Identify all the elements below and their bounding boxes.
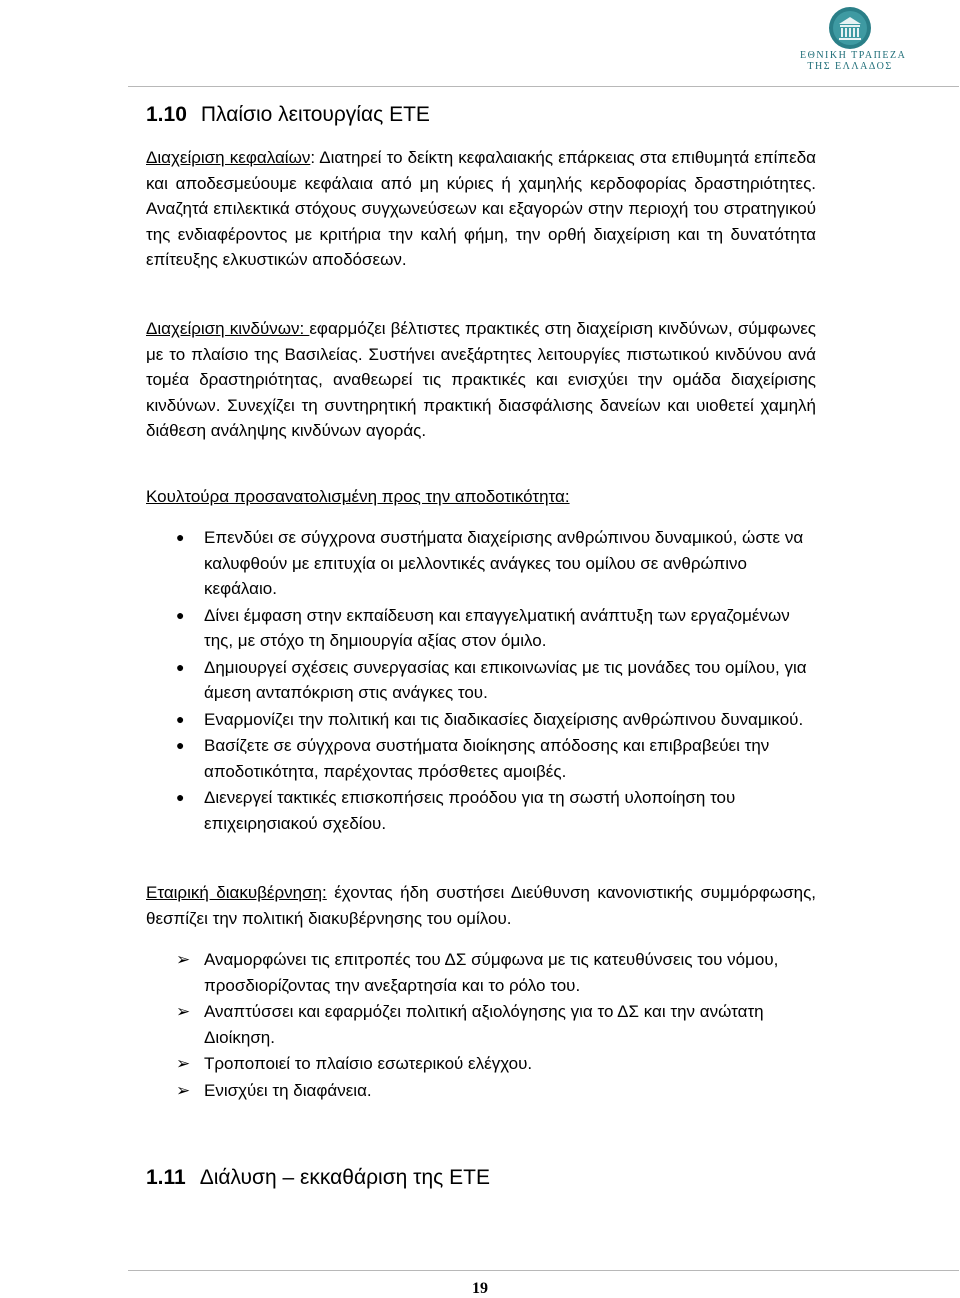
governance-label: Εταιρική διακυβέρνηση: xyxy=(146,883,327,902)
list-item-text: Ενισχύει τη διαφάνεια. xyxy=(204,1080,372,1100)
list-item xyxy=(146,947,816,998)
list-item xyxy=(146,785,816,836)
bullet-dot-icon: ● xyxy=(176,529,185,545)
list-item-text: Βασίζετε σε σύγχρονα συστήματα διοίκησης απόδοσης και επιβραβεύει την αποδοτικότητα, παρέχοντας πρόσθετες αμοιβές. xyxy=(204,736,770,781)
arrow-bullet-icon: ➢ xyxy=(176,950,191,969)
governance-list xyxy=(146,947,816,1104)
governance-text: έχοντας ήδη συστήσει Διεύθυνση κανονιστικής συμμόρφωσης, θεσπίζει την πολιτική διακυβέρνησης του ομίλου. xyxy=(146,883,817,928)
section-number: 1.11 xyxy=(146,1166,186,1189)
header-divider xyxy=(128,86,959,87)
section-1-10-heading xyxy=(146,100,430,130)
footer-divider xyxy=(128,1270,959,1271)
section-title: Πλαίσιο λειτουργίας ΕΤΕ xyxy=(200,103,430,126)
risk-paragraph xyxy=(146,316,816,444)
list-item xyxy=(146,999,816,1050)
list-item xyxy=(146,603,816,654)
risk-text: εφαρμόζει βέλτιστες πρακτικές στη διαχείριση κινδύνων, σύμφωνες με το πλαίσιο της Βασιλείας. Συστήνει ανεξάρτητες λειτουργίες πιστωτικού κινδύνου ανά τομέα δραστηριότητας, αναθεωρεί τις πρακτικές και ενισχύει την ομάδα διαχείρισης κινδύνων. Συνεχίζει τη συντηρητική πρακτική διασφάλισης δανείων και υιοθετεί χαμηλή διάθεση ανάληψης κινδύνων αγοράς. xyxy=(146,319,816,440)
list-item-text: Αναμορφώνει τις επιτροπές του ΔΣ σύμφωνα με τις κατευθύνσεις του νόμου, προσδιορίζοντας την ανεξαρτησία και το ρόλο του. xyxy=(204,950,779,995)
bank-logo xyxy=(800,6,907,86)
list-item xyxy=(146,733,816,784)
list-item-text: Δημιουργεί σχέσεις συνεργασίας και επικοινωνίας με τις μονάδες του ομίλου, για άμεση ανταπόκριση στις ανάγκες του. xyxy=(204,657,807,702)
list-item-text: Διενεργεί τακτικές επισκοπήσεις προόδου για τη σωστή υλοποίηση του επιχειρησιακού σχεδίου. xyxy=(204,788,736,833)
capital-text: : Διατηρεί το δείκτη κεφαλαιακής επάρκειας στα επιθυμητά επίπεδα και αποδεσμεύουμε κεφάλαια από μη κύριες ή χαμηλής κερδοφορίας δραστηριότητες. Αναζητά επιλεκτικά στόχους συγχωνεύσεων και εξαγορών στην περιοχή του στρατηγικού της ενδιαφέροντος με κριτήρια την καλή φήμη, την ορθή διαχείριση και τη δυνατότητα επίτευξης ελκυστικών αποδόσεων. xyxy=(146,148,816,269)
logo-line-2: ΤΗΣ ΕΛΛΑΔΟΣ xyxy=(807,61,893,72)
arrow-bullet-icon: ➢ xyxy=(176,1080,191,1100)
section-number: 1.10 xyxy=(146,103,187,126)
bullet-dot-icon: ● xyxy=(176,710,185,727)
list-item xyxy=(146,707,816,733)
section-1-11-heading xyxy=(146,1163,490,1193)
bullet-dot-icon: ● xyxy=(176,658,185,675)
list-item-text: Τροποποιεί το πλαίσιο εσωτερικού ελέγχου. xyxy=(204,1054,533,1073)
list-item-text: Εναρμονίζει την πολιτική και τις διαδικασίες διαχείρισης ανθρώπινου δυναμικού. xyxy=(204,709,804,729)
list-item xyxy=(146,1051,816,1077)
section-title: Διάλυση – εκκαθάριση της ΕΤΕ xyxy=(199,1166,490,1189)
list-item-text: Επενδύει σε σύγχρονα συστήματα διαχείρισης ανθρώπινου δυναμικού, ώστε να καλυφθούν με επιτυχία οι μελλοντικές ανάγκες του ομίλου σε ανθρώπινο κεφάλαιο. xyxy=(204,528,804,598)
list-item-text: Αναπτύσσει και εφαρμόζει πολιτική αξιολόγησης για το ΔΣ και την ανώτατη Διοίκηση. xyxy=(204,1002,764,1047)
arrow-bullet-icon: ➢ xyxy=(176,1054,191,1073)
culture-heading xyxy=(146,484,816,510)
bullet-dot-icon: ● xyxy=(176,789,185,805)
governance-paragraph xyxy=(146,880,816,931)
list-item xyxy=(146,655,816,706)
culture-list xyxy=(146,525,816,837)
risk-label: Διαχείριση κινδύνων: xyxy=(146,319,310,338)
logo-line-1: ΕΘΝΙΚΗ ΤΡΑΠΕΖΑ xyxy=(800,50,907,61)
arrow-bullet-icon: ➢ xyxy=(176,1002,191,1021)
capital-label: Διαχείριση κεφαλαίων xyxy=(146,148,311,167)
capital-paragraph xyxy=(146,145,816,273)
bullet-dot-icon: ● xyxy=(176,606,185,623)
list-item xyxy=(146,1078,816,1104)
page-number: 19 xyxy=(472,1280,488,1297)
bullet-dot-icon: ● xyxy=(176,737,185,753)
list-item-text: Δίνει έμφαση στην εκπαίδευση και επαγγελματική ανάπτυξη των εργαζομένων της, με στόχο τη δημιουργία αξίας στον όμιλο. xyxy=(204,605,790,650)
culture-label: Κουλτούρα προσανατολισμένη προς την αποδοτικότητα: xyxy=(146,487,570,506)
bank-emblem-icon xyxy=(828,6,872,50)
list-item xyxy=(146,525,816,602)
